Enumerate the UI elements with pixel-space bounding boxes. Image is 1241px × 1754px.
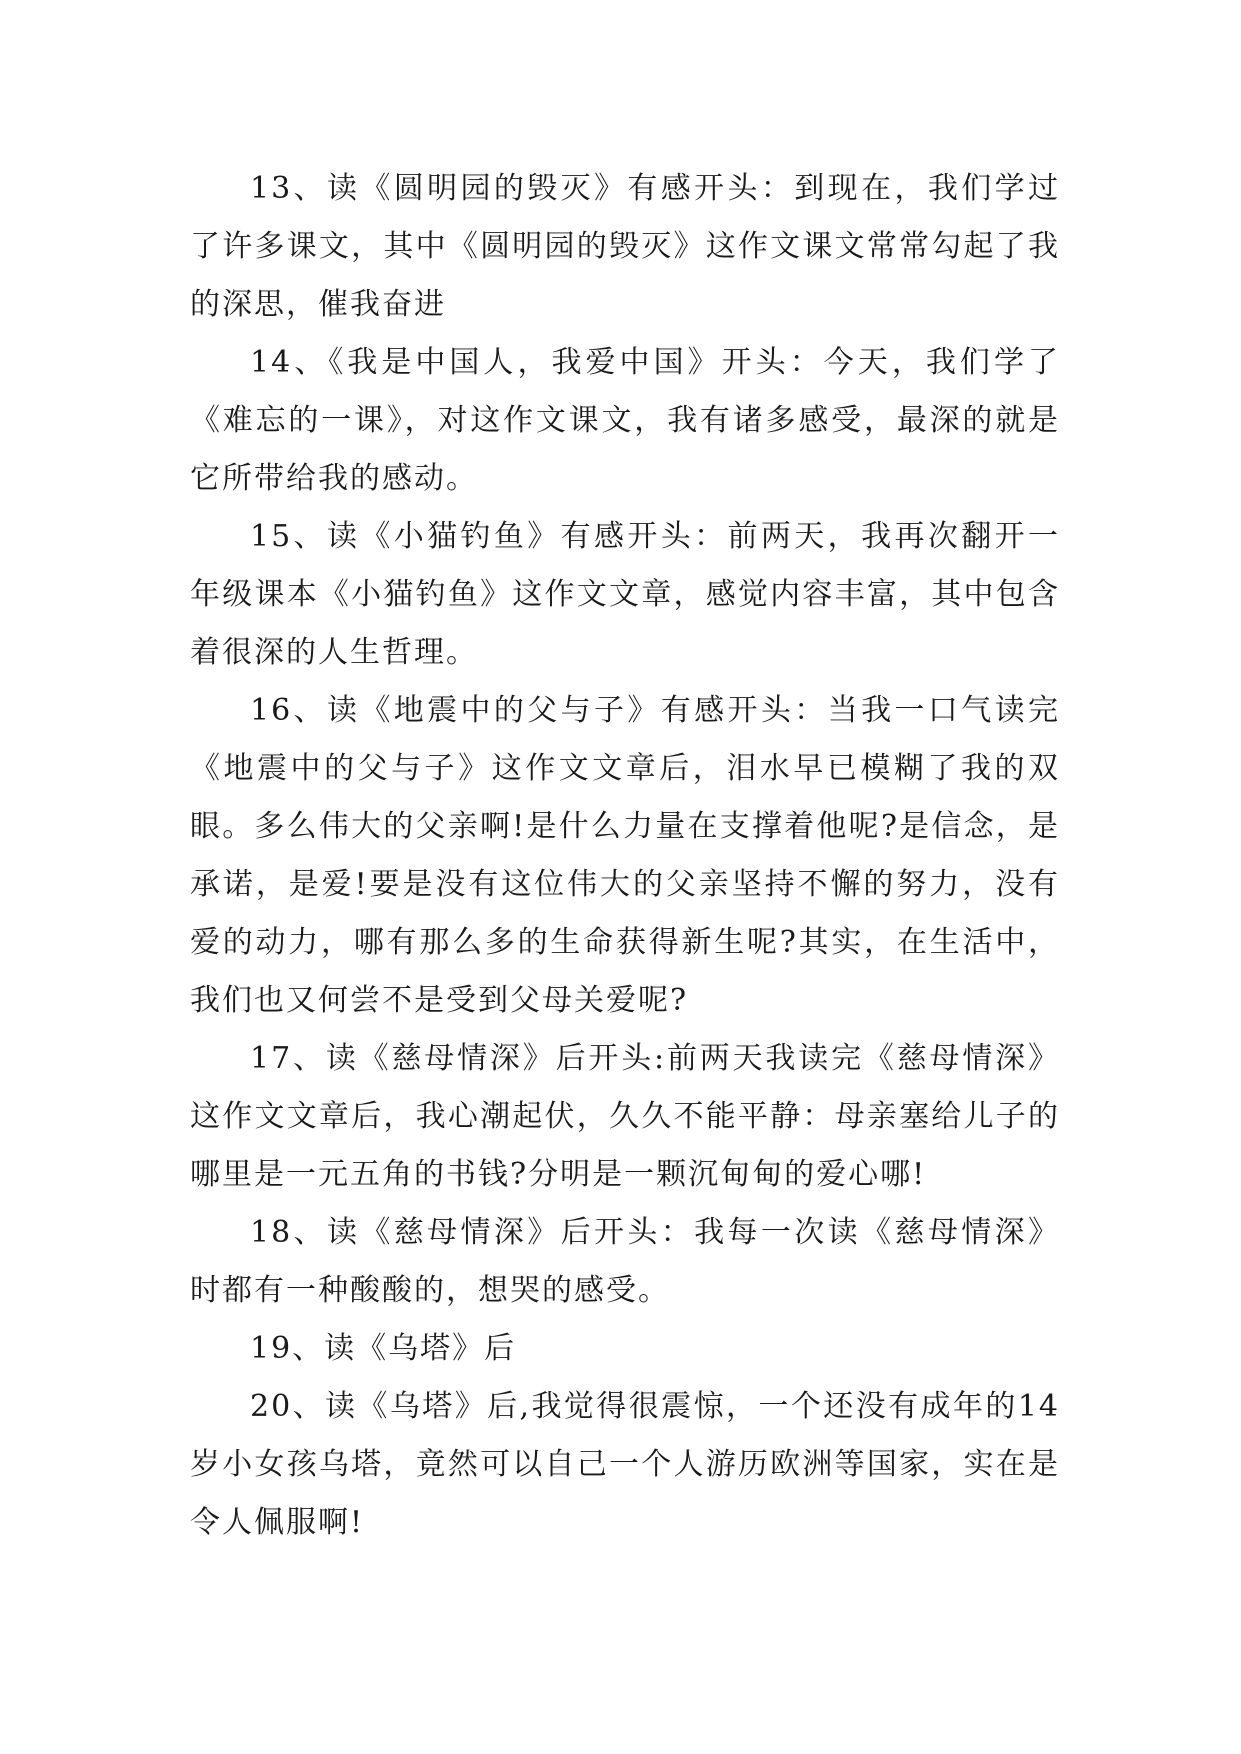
paragraph-13: 13、读《圆明园的毁灭》有感开头：到现在，我们学过了许多课文，其中《圆明园的毁灭》这作文课文常常勾起了我的深思，催我奋进 (190, 171, 1060, 322)
paragraph-20: 20、读《乌塔》后,我觉得很震惊，一个还没有成年的14岁小女孩乌塔，竟然可以自己一个人游历欧洲等国家，实在是令人佩服啊! (190, 1389, 1060, 1540)
paragraph-18: 18、读《慈母情深》后开头：我每一次读《慈母情深》时都有一种酸酸的，想哭的感受。 (190, 1215, 1060, 1308)
paragraph-16: 16、读《地震中的父与子》有感开头：当我一口气读完《地震中的父与子》这作文文章后，泪水早已模糊了我的双眼。多么伟大的父亲啊!是什么力量在支撑着他呢?是信念，是承诺，是爱!要是没有这位伟大的父亲坚持不懈的努力，没有爱的动力，哪有那么多的生命获得新生呢?其实，在生活中，我们也又何尝不是受到父母关爱呢? (190, 693, 1060, 1018)
paragraph-15: 15、读《小猫钓鱼》有感开头：前两天，我再次翻开一年级课本《小猫钓鱼》这作文文章，感觉内容丰富，其中包含着很深的人生哲理。 (190, 519, 1060, 670)
paragraph-17: 17、读《慈母情深》后开头:前两天我读完《慈母情深》这作文文章后，我心潮起伏，久久不能平静：母亲塞给儿子的哪里是一元五角的书钱?分明是一颗沉甸甸的爱心哪! (190, 1041, 1060, 1192)
paragraph-14: 14、《我是中国人，我爱中国》开头：今天，我们学了《难忘的一课》，对这作文课文，我有诸多感受，最深的就是它所带给我的感动。 (190, 345, 1060, 496)
document-body (190, 160, 1060, 1552)
paragraph-19: 19、读《乌塔》后 (250, 1331, 517, 1366)
